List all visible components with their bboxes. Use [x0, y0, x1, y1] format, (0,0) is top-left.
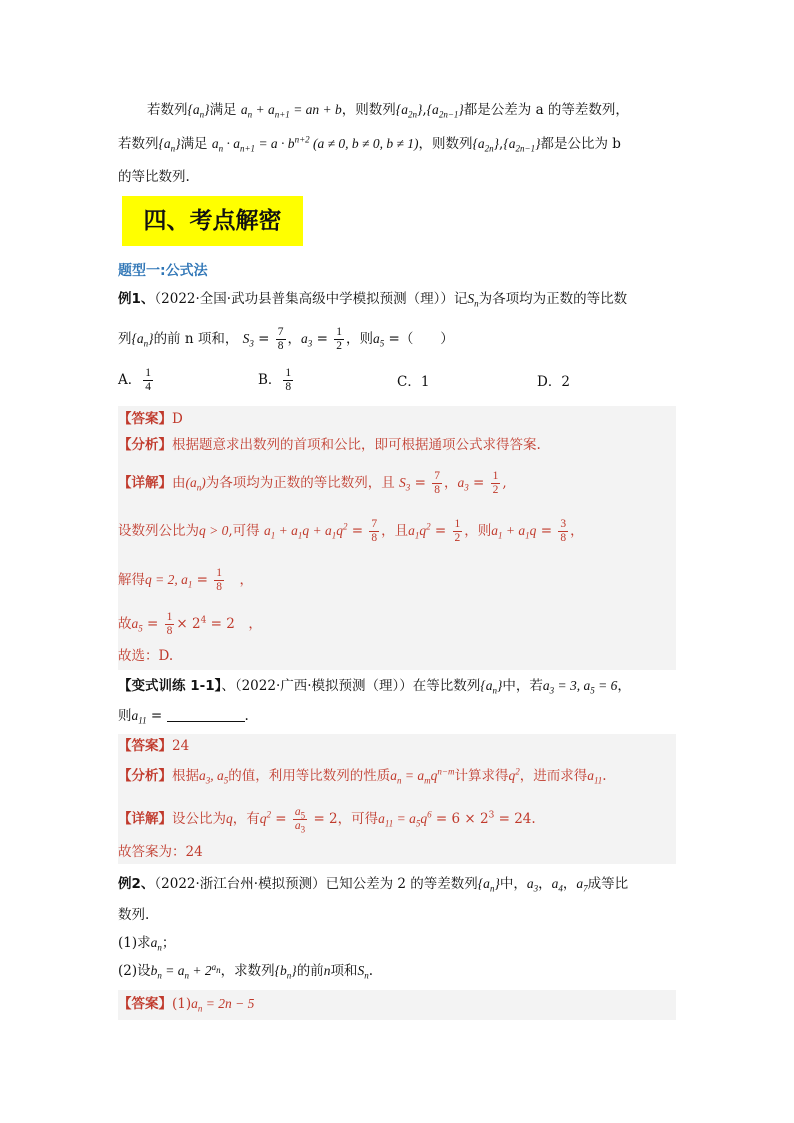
option-b[interactable]: B． $\frac{1}{8}$: [258, 367, 292, 393]
type-title: 题型一:公式法: [118, 263, 208, 279]
ex2-line-2: 数列.: [118, 907, 150, 923]
ex2-answer: 【答案】$(1)a_n = 2n - 5$: [118, 996, 255, 1014]
option-c[interactable]: C．1: [397, 374, 430, 390]
option-a[interactable]: A． $\frac{1}{4}$: [118, 367, 151, 393]
ex1-conclusion: 故选：D.: [118, 648, 174, 664]
ex2-q2: (2)设$b_n = a_n + 2^{a_n}$，求数列$\{b_n\}$的前n项和$S_n$.: [118, 961, 373, 981]
ex2-line-1: 例2、（2022·浙江台州·模拟预测）已知公差为 2 的等差数列$\{a_n\}$中，$a_3$，$a_4$，$a_7$成等比: [118, 876, 629, 894]
section-heading: 四、考点解密: [143, 208, 282, 234]
intro-line-2: 若数列$\{a_n\}$满足 $a_n \cdot a_{n+1} = a \cdot b^{n+2}$ (a ≠ 0, b ≠ 0, b ≠ 1)，则数列$\{a_{2n}\},\{a_{2n-1}\}$都是公比为 b: [118, 134, 621, 154]
ex1-answer: 【答案】D: [118, 411, 183, 427]
intro-line-3: 的等比数列.: [118, 169, 190, 185]
var11-conclusion: 故答案为：24: [118, 844, 203, 860]
var11-detail: 【详解】设公比为q，有$q^2$ = $\frac{a_5}{a_3}$ = 2，可得$a_{11} = a_5q^6 = 6 \times 2^3 = 24$.: [118, 806, 536, 835]
section-heading-box: [122, 196, 303, 246]
ex1-line-1: 例1、（2022·全国·武功县普集高级中学模拟预测（理））记$S_n$为各项均为正数的等比数: [118, 291, 628, 309]
ex1-line-2: 列$\{a_n\}$的前 n 项和， $S_3$ = $\frac{7}{8}$ ，$a_3$ = $\frac{1}{2}$ ，则$a_5$ =（ ）: [118, 326, 454, 352]
intro-line-1: 若数列$\{a_n\}$满足 $a_n + a_{n+1}$ = an + b，则数列$\{a_{2n}\},\{a_{2n-1}\}$都是公差为 a 的等差数列，: [147, 102, 629, 120]
option-d[interactable]: D．2: [537, 374, 570, 390]
var11-analysis: 【分析】根据$a_3$, $a_5$的值，利用等比数列的性质$a_n = a_mq^{n-m}$计算求得$q^2$，进而求得$a_{11}$.: [118, 766, 607, 786]
ex1-detail-2: 设数列公比为q > 0,可得 $a_1 + a_1q + a_1q^2$ = $\frac{7}{8}$ ，且$a_1q^2$ = $\frac{1}{2}$ ，则$a_1 + a_1q$ = $\frac{3}{8}$ ，: [118, 518, 584, 544]
ex1-analysis: 【分析】根据题意求出数列的首项和公比，即可根据通项公式求得答案.: [118, 437, 541, 453]
ex1-detail-3: 解得q = 2, $a_1$ = $\frac{1}{8}$ ，: [118, 567, 254, 593]
var11-line-1: 【变式训练 1-1】、（2022·广西·模拟预测（理））在等比数列$\{a_n\}$中，若$a_3 = 3$, $a_5 = 6$，: [118, 678, 631, 696]
ex1-detail-1: 【详解】由$(a_n)$为各项均为正数的等比数列，且 $S_3$ = $\frac{7}{8}$ ，$a_3$ = $\frac{1}{2}$ ,: [118, 470, 507, 496]
var11-answer: 【答案】24: [118, 738, 190, 754]
ex2-q1: (1)求$a_n$；: [118, 935, 176, 953]
var11-line-2: 则$a_{11}$ = .: [118, 708, 249, 726]
answer-blank[interactable]: [167, 707, 245, 722]
ex1-detail-4: 故$a_5$ = $\frac{1}{8}$ × $2^4 = 2$ ，: [118, 611, 262, 637]
